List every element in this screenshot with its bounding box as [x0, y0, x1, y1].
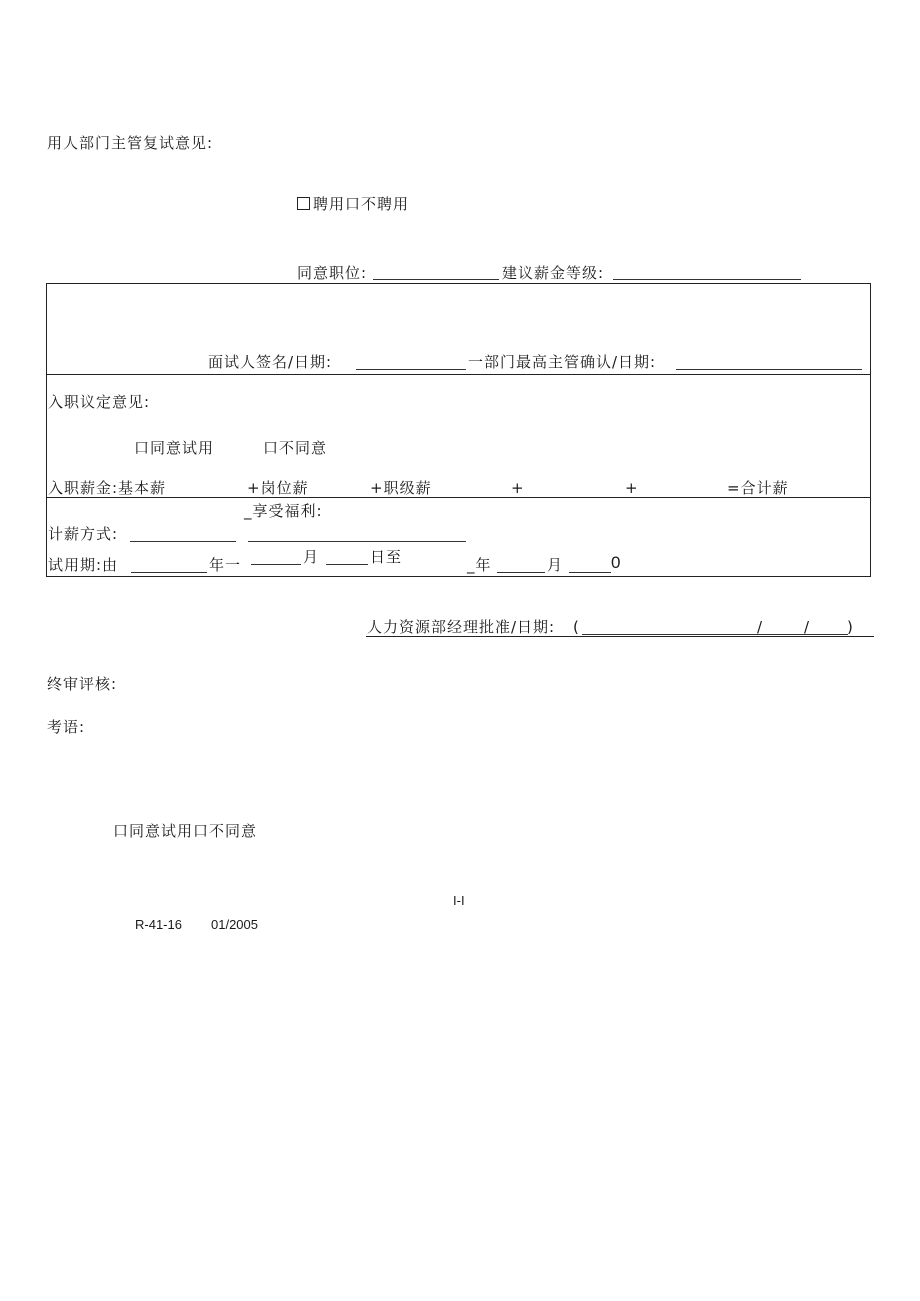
box3-bottom-border — [46, 576, 871, 577]
dept-head-confirm-field[interactable] — [676, 369, 862, 370]
salary-grade-label: 建议薪金等级: — [502, 264, 605, 282]
box3-right-border — [870, 497, 871, 577]
agreed-position-field[interactable] — [373, 279, 499, 280]
form-code: R-41-16 — [135, 917, 182, 932]
plus-sign-1: + — [511, 479, 525, 497]
hr-approval-open-paren: ( — [573, 618, 580, 636]
hr-approval-underline — [366, 636, 874, 637]
nohire-option-label: 不聘用 — [361, 195, 410, 213]
probation-year-1: 年一 — [209, 556, 242, 574]
hr-approval-label: 人力资源部经理批准/日期: — [367, 618, 556, 636]
pay-method-field[interactable] — [130, 541, 236, 542]
agree-trial-option[interactable]: 口同意试用 — [134, 439, 215, 457]
probation-start-month-field[interactable] — [251, 564, 301, 565]
probation-month-1: 月 — [303, 548, 320, 566]
onboard-salary-label: 入职薪金:基本薪 — [48, 479, 167, 497]
disagree-option[interactable]: 口不同意 — [263, 439, 328, 457]
form-date-code: 01/2005 — [211, 917, 258, 932]
hr-approval-slash-1: / — [757, 618, 764, 636]
probation-start-year-field[interactable] — [131, 572, 207, 573]
probation-month-2: 月 — [547, 556, 564, 574]
agreed-position-label: 同意职位: — [297, 264, 368, 282]
probation-end-day-field[interactable] — [569, 572, 611, 573]
box2-left-border — [46, 375, 47, 497]
hr-approval-close-paren: ) — [847, 618, 854, 636]
final-decision-options[interactable]: 口同意试用口不同意 — [113, 822, 258, 840]
box3-left-border — [46, 497, 47, 577]
post-pay-label: +岗位薪 — [247, 479, 309, 497]
page-mark: I-I — [453, 893, 465, 908]
comment-label: 考语: — [47, 718, 86, 736]
probation-label: 试用期:由 — [48, 556, 119, 574]
pay-method-label: 计薪方式: — [48, 525, 119, 543]
salary-grade-field[interactable] — [613, 279, 801, 280]
benefits-field[interactable] — [248, 541, 466, 542]
probation-end-value: 0 — [611, 553, 621, 572]
probation-year-2: _年 — [467, 556, 492, 574]
hire-option-label: 聘用口 — [313, 195, 362, 213]
reexam-opinion-title: 用人部门主管复试意见: — [47, 134, 214, 152]
interviewer-signature-label: 面试人签名/日期: — [208, 353, 333, 371]
dept-head-confirm-label: 一部门最高主管确认/日期: — [468, 353, 657, 371]
probation-start-day-field[interactable] — [326, 564, 368, 565]
hire-checkbox[interactable] — [297, 197, 310, 210]
onboard-opinion-title: 入职议定意见: — [48, 393, 151, 411]
probation-day-to: 日至 — [370, 548, 403, 566]
hire-options — [297, 194, 409, 214]
signature-box — [46, 283, 871, 375]
total-pay-label: =合计薪 — [727, 479, 789, 497]
rank-pay-label: +职级薪 — [370, 479, 432, 497]
final-review-title: 终审评核: — [47, 675, 118, 693]
interviewer-signature-field[interactable] — [356, 369, 466, 370]
benefits-label: _享受福利: — [244, 502, 323, 520]
plus-sign-2: + — [625, 479, 639, 497]
probation-end-month-field[interactable] — [497, 572, 545, 573]
box2-right-border — [870, 375, 871, 497]
hr-approval-slash-2: / — [804, 618, 811, 636]
